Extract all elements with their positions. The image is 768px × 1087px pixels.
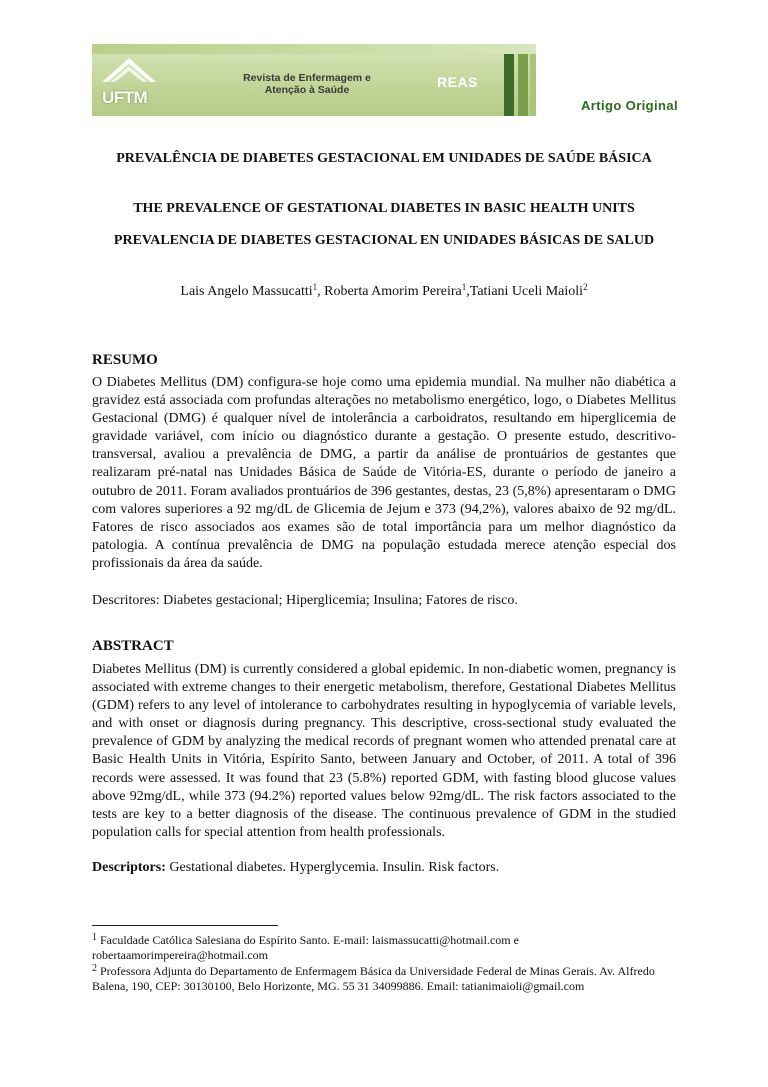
footnote-text: Faculdade Católica Salesiana do Espírito Santo. E-mail: laismassucatti@hotmail.com e robertaamorimpereira@hotmail.com [92, 933, 519, 962]
author-separator: , [317, 284, 325, 299]
author-name: Tatiani Uceli Maioli [469, 284, 584, 299]
abstract-descriptors [92, 859, 676, 877]
title-spanish: PREVALENCIA DE DIABETES GESTACIONAL EN UNIDADES BÁSICAS DE SALUD [113, 233, 655, 248]
abstract-heading: ABSTRACT [92, 638, 174, 654]
logo-text: UFTM [102, 88, 148, 107]
title-english: THE PREVALENCE OF GESTATIONAL DIABETES IN BASIC HEALTH UNITS [133, 201, 635, 216]
resumo-descriptors-list: Diabetes gestacional; Hiperglicemia; Insulina; Fatores de risco. [163, 593, 518, 608]
abstract-descriptors-label: Descriptors: [92, 860, 166, 875]
journal-abbrev: REAS [437, 74, 478, 90]
abstract-descriptors-list: Gestational diabetes. Hyperglycemia. Insulin. Risk factors. [169, 860, 500, 875]
author-separator: , [466, 284, 470, 299]
author-name: Roberta Amorim Pereira [324, 284, 462, 299]
title-portuguese: PREVALÊNCIA DE DIABETES GESTACIONAL EM UNIDADES DE SAÚDE BÁSICA [116, 151, 652, 166]
journal-name [212, 72, 402, 96]
banner-bar-dark [504, 54, 514, 116]
footnote-separator [92, 925, 278, 926]
footnote-mark: 1 [92, 932, 97, 943]
resumo-descriptors-label: Descritores: [92, 593, 160, 608]
author-affiliation-mark: 1 [461, 282, 467, 292]
author-name: Lais Angelo Massucatti [180, 284, 313, 299]
author-affiliation-mark: 2 [583, 282, 588, 292]
footnote-2 [92, 964, 676, 994]
resumo-descriptors [92, 592, 676, 610]
journal-banner [92, 44, 536, 116]
journal-name-line-1: Revista de Enfermagem e [243, 72, 371, 84]
author-list [92, 283, 676, 301]
footnote-text: Professora Adjunta do Departamento de Enfermagem Básica da Universidade Federal de Minas Gerais. Av. Alfredo Balena, 190, CEP: 30130100, Belo Horizonte, MG. 55 31 34099886. Email: tatianimaioli@gmail.com [92, 964, 655, 993]
abstract-body: Diabetes Mellitus (DM) is currently considered a global epidemic. In non-diabetic women, pregnancy is associated with extreme changes to their energetic metabolism, therefore, Gestational Diabetes Mellitus (GDM) refers to any level of intolerance to carbohydrates resulting in hypoglycemia of variable levels, and with onset or diagnosis during pregnancy. This descriptive, cross-sectional study evaluated the prevalence of GDM by analyzing the medical records of pregnant women who attended prenatal care at Basic Health Units in Vitória, Espírito Santo, between January and October, of 2011. A total of 396 records were assessed. It was found that 23 (5.8%) reported GDM, with fasting blood glucose values above 92mg/dL, while 373 (94.2%) reported values below 92mg/dL. The risk factors associated to the tests are key to a better diagnosis of the disease. The continuous prevalence of GDM in the studied population calls for special attention from health professionals. [92, 662, 676, 840]
journal-name-line-2: Atenção à Saúde [264, 84, 350, 96]
article-type: Artigo Original [581, 98, 678, 113]
banner-bar-mid [518, 54, 528, 116]
banner-bar-light [530, 54, 536, 116]
footnote-1 [92, 933, 676, 963]
resumo-body: O Diabetes Mellitus (DM) configura-se hoje como uma epidemia mundial. Na mulher não diabética a gravidez está associada com profundas alterações no metabolismo energético, logo, o Diabetes Mellitus Gestacional (DMG) é qualquer nível de intolerância a carboidratos, resultando em hiperglicemia de gravidade variável, com início ou diagnóstico durante a gestação. O presente estudo, descritivo-transversal, avaliou a prevalência de DMG, a partir da análise de prontuários de gestantes que realizaram pré-natal nas Unidades Básica de Saúde de Vitória-ES, durante o período de janeiro a outubro de 2011. Foram avaliados prontuários de 396 gestantes, destas, 23 (5,8%) apresentaram o DMG com valores superiores a 92 mg/dL de Glicemia de Jejum e 373 (94,2%), valores abaixo de 92 mg/dL. Fatores de risco associados aos exames são de total importância para um melhor diagnóstico da patologia. A contínua prevalência de DMG na população estudada merece atenção especial dos profissionais da área da saúde. [92, 375, 676, 571]
footnote-mark: 2 [92, 963, 97, 974]
resumo-heading: RESUMO [92, 352, 158, 368]
author-affiliation-mark: 1 [312, 282, 318, 292]
